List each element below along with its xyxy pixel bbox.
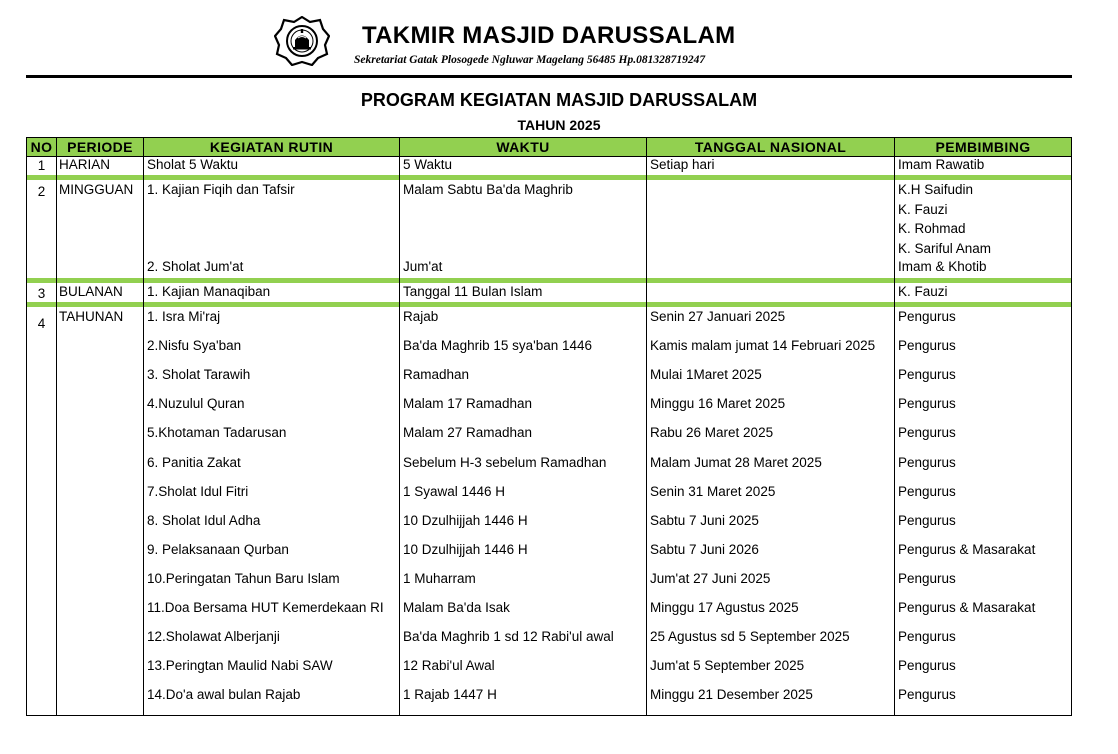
column-header-waktu: WAKTU (496, 139, 550, 155)
activity-date: Sabtu 7 Juni 2026 (650, 541, 759, 557)
activity-time: Tanggal 11 Bulan Islam (403, 284, 543, 299)
activity-mentor: Imam Rawatib (898, 157, 985, 172)
group-separator (27, 278, 1071, 283)
activity-name: 12.Sholawat Alberjanji (147, 629, 280, 645)
activity-time: 10 Dzulhijjah 1446 H (403, 512, 528, 528)
activity-date: Jum'at 5 September 2025 (650, 658, 805, 674)
activity-time: Sebelum H-3 sebelum Ramadhan (403, 454, 607, 470)
activity-mentor: Pengurus (898, 687, 956, 703)
activity-name: 6. Panitia Zakat (147, 454, 241, 470)
activity-name: 3. Sholat Tarawih (147, 367, 251, 383)
activity-time: Rajab (403, 309, 439, 324)
group-number: 4 (37, 316, 46, 331)
group-number: 3 (37, 286, 46, 301)
activity-mentor: Pengurus (898, 309, 956, 324)
activity-mentor: Pengurus (898, 396, 956, 412)
activity-mentor: K. Sariful Anam (898, 240, 992, 256)
activity-name: 4.Nuzulul Quran (147, 396, 245, 412)
activity-name: 14.Do'a awal bulan Rajab (147, 687, 301, 703)
activity-time: 1 Syawal 1446 H (403, 483, 506, 499)
activity-name: 1. Kajian Manaqiban (147, 284, 271, 299)
activity-name: 13.Peringtan Maulid Nabi SAW (147, 658, 333, 674)
column-header-periode: PERIODE (67, 139, 133, 155)
activity-time: 12 Rabi'ul Awal (403, 658, 495, 674)
activity-mentor: Pengurus (898, 338, 956, 354)
activity-time: 10 Dzulhijjah 1446 H (403, 541, 528, 557)
activity-date: Setiap hari (650, 157, 715, 172)
activity-mentor: Pengurus (898, 629, 956, 645)
column-divider (399, 138, 400, 715)
activity-date: Kamis malam jumat 14 Februari 2025 (650, 338, 876, 354)
activity-mentor: Pengurus (898, 570, 956, 586)
activity-time: 1 Muharram (403, 570, 476, 586)
activity-name: 2.Nisfu Sya'ban (147, 338, 242, 354)
table-header-row (27, 138, 1071, 157)
activity-mentor: Pengurus (898, 483, 956, 499)
activity-date: Minggu 17 Agustus 2025 (650, 600, 799, 615)
activity-name: 2. Sholat Jum'at (147, 259, 244, 274)
group-periode: TAHUNAN (59, 309, 124, 324)
activity-name: 8. Sholat Idul Adha (147, 512, 261, 528)
activity-name: 1. Kajian Fiqih dan Tafsir (147, 182, 295, 197)
group-periode: HARIAN (59, 157, 111, 172)
column-divider (143, 138, 144, 715)
activity-date: Senin 31 Maret 2025 (650, 483, 776, 499)
activity-time: Malam 17 Ramadhan (403, 396, 533, 412)
column-header-pembimbing: PEMBIMBING (935, 139, 1031, 155)
activity-name: 10.Peringatan Tahun Baru Islam (147, 570, 340, 586)
activity-mentor: Pengurus (898, 454, 956, 470)
activity-name: 9. Pelaksanaan Qurban (147, 541, 289, 557)
group-periode: MINGGUAN (59, 182, 134, 197)
activity-date: Senin 27 Januari 2025 (650, 309, 786, 324)
activity-mentor: K. Fauzi (898, 284, 948, 299)
activity-name: Sholat 5 Waktu (147, 157, 239, 172)
activity-name: 7.Sholat Idul Fitri (147, 483, 249, 499)
activity-mentor: Pengurus & Masarakat (898, 600, 1036, 615)
column-header-no: NO (30, 139, 53, 155)
document-title: PROGRAM KEGIATAN MASJID DARUSSALAM (360, 90, 758, 110)
column-header-kegiatan: KEGIATAN RUTIN (209, 139, 334, 155)
activity-time: Ba'da Maghrib 1 sd 12 Rabi'ul awal (403, 629, 614, 645)
column-header-tanggal: TANGGAL NASIONAL (694, 139, 847, 155)
activity-date: Minggu 16 Maret 2025 (650, 396, 786, 412)
activity-mentor: Pengurus & Masarakat (898, 541, 1036, 557)
activity-date: Malam Jumat 28 Maret 2025 (650, 454, 822, 470)
activity-mentor: Pengurus (898, 367, 956, 383)
activity-time: Malam Sabtu Ba'da Maghrib (403, 182, 573, 197)
column-divider (56, 138, 57, 715)
document-year: TAHUN 2025 (517, 117, 601, 133)
activity-date: Rabu 26 Maret 2025 (650, 425, 774, 441)
activity-time: Malam Ba'da Isak (403, 600, 510, 615)
activity-name: 1. Isra Mi'raj (147, 309, 221, 324)
activity-mentor: Pengurus (898, 658, 956, 674)
activity-time: Jum'at (403, 259, 443, 274)
activity-time: Ramadhan (403, 367, 470, 383)
letterhead-divider (26, 75, 1072, 78)
activity-date: Jum'at 27 Juni 2025 (650, 570, 771, 586)
activity-mentor: K. Rohmad (898, 221, 966, 236)
activity-date: Mulai 1Maret 2025 (650, 367, 762, 383)
activity-time: 5 Waktu (403, 157, 453, 172)
activity-date: Sabtu 7 Juni 2025 (650, 512, 759, 528)
organization-address: Sekretariat Gatak Plosogede Ngluwar Magelang 56485 Hp.081328719247 (354, 54, 706, 66)
mosque-seal-icon (274, 16, 330, 66)
letterhead (26, 10, 1072, 80)
activity-time: Malam 27 Ramadhan (403, 425, 533, 441)
group-separator (27, 175, 1071, 180)
activity-mentor: K. Fauzi (898, 201, 948, 217)
activity-name: 11.Doa Bersama HUT Kemerdekaan RI (147, 600, 384, 615)
activity-mentor: Pengurus (898, 512, 956, 528)
activity-table (26, 137, 1072, 716)
group-periode: BULANAN (59, 284, 123, 299)
activity-time: Ba'da Maghrib 15 sya'ban 1446 (403, 338, 593, 354)
activity-date: 25 Agustus sd 5 September 2025 (650, 629, 850, 645)
activity-mentor: K.H Saifudin (898, 182, 974, 197)
activity-name: 5.Khotaman Tadarusan (147, 425, 287, 441)
column-divider (646, 138, 647, 715)
group-number: 2 (37, 184, 46, 199)
group-separator (27, 302, 1071, 307)
activity-mentor: Pengurus (898, 425, 956, 441)
activity-date: Minggu 21 Desember 2025 (650, 687, 813, 703)
activity-time: 1 Rajab 1447 H (403, 687, 497, 703)
activity-mentor: Imam & Khotib (898, 259, 987, 274)
group-number: 1 (37, 158, 46, 173)
organization-title: TAKMIR MASJID DARUSSALAM (362, 22, 736, 49)
column-divider (894, 138, 895, 715)
